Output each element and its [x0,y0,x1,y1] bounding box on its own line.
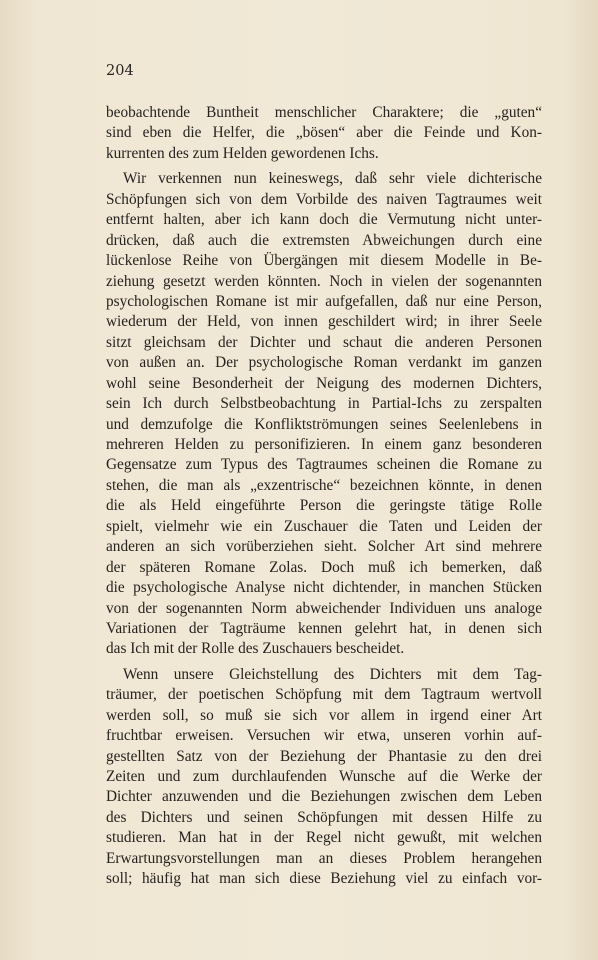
text-line: wohl seine Besonderheit der Neigung des modernen Dichters, [106,374,542,392]
text-line: sitzt gleichsam der Dichter und schaut die anderen Personen [106,333,542,351]
text-line: sind eben die Helfer, die „bösen“ aber die Feinde und Kon- [106,124,542,142]
text-line: träumer, der poetischen Schöpfung mit dem Tagtraum wertvoll [106,686,542,704]
text-line: die psychologische Analyse nicht dichtender, in manchen Stücken [106,579,542,597]
text-line: das Ich mit der Rolle des Zuschauers bescheidet. [106,640,405,658]
text-line: des Dichters und seinen Schöpfungen mit dessen Hilfe zu [106,808,542,826]
text-line: Schöpfungen sich von dem Vorbilde des naiven Tagtraumes weit [106,190,542,208]
text-line: Wenn unsere Gleichstellung des Dichters mit dem Tag- [123,665,542,683]
text-line: drücken, daß auch die extremsten Abweichungen durch eine [106,231,542,249]
page-number: 204 [106,63,134,79]
text-line: stehen, die man als „exzentrische“ bezeichnen könnte, in denen [106,476,542,494]
text-line: lückenlose Reihe von Übergängen mit diesem Modelle in Be- [106,252,542,270]
text-line: Dichter anzuwenden und die Beziehungen zwischen dem Leben [106,788,542,806]
text-line: kurrenten des zum Helden gewordenen Ichs. [106,144,379,162]
text-line: Gegensatze zum Typus des Tagtraumes scheinen die Romane zu [106,456,542,474]
text-line: wiederum der Held, von innen geschildert wird; in ihrer Seele [106,313,542,331]
text-line: ziehung gesetzt werden könnten. Noch in vielen der sogenannten [106,272,542,290]
text-line: Erwartungsvorstellungen man an dieses Problem herangehen [106,849,542,867]
text-line: Zeiten und zum durchlaufenden Wunsche auf die Werke der [106,768,542,785]
text-line: von der sogenannten Norm abweichender Individuen uns analoge [106,599,542,617]
text-line: gestellten Satz von der Beziehung der Phantasie zu den drei [106,747,542,765]
text-line: entfernt halten, aber ich kann doch die Vermutung nicht unter- [106,211,542,229]
text-line: fruchtbar erweisen. Versuchen wir etwa, unseren vorhin auf- [106,727,542,745]
text-line: anderen an sich vorüberziehen sieht. Solcher Art sind mehrere [106,538,542,556]
text-line: und demzufolge die Konfliktströmungen seines Seelenlebens in [106,415,542,433]
paragraph [106,103,542,164]
paragraph [106,665,542,890]
text-line: werden soll, so muß sie sich vor allem in irgend einer Art [106,706,542,724]
text-line: der späteren Romane Zolas. Doch muß ich bemerken, daß [106,558,542,576]
body-text [106,103,542,890]
text-line: Variationen der Tagträume kennen gelehrt hat, in denen sich [106,619,542,637]
text-line: Wir verkennen nun keineswegs, daß sehr viele dichterische [123,170,542,188]
text-line: beobachtende Buntheit menschlicher Charaktere; die „guten“ [106,104,542,121]
text-line: studieren. Man hat in der Regel nicht gewußt, mit welchen [106,829,542,847]
text-line: mehreren Helden zu personifizieren. In einem ganz besonderen [106,436,542,453]
text-line: sein Ich durch Selbstbeobachtung in Partial-Ichs zu zerspalten [106,395,542,413]
text-line: die als Held eingeführte Person die geringste tätige Rolle [106,497,542,515]
text-line: von außen an. Der psychologische Roman verdankt im ganzen [106,354,542,372]
paragraph [106,169,542,660]
text-line: spielt, vielmehr wie ein Zuschauer die Taten und Leiden der [106,517,542,535]
text-line: soll; häufig hat man sich diese Beziehung viel zu einfach vor- [106,870,542,888]
text-line: psychologischen Romane ist mir aufgefallen, daß nur eine Person, [106,292,542,310]
